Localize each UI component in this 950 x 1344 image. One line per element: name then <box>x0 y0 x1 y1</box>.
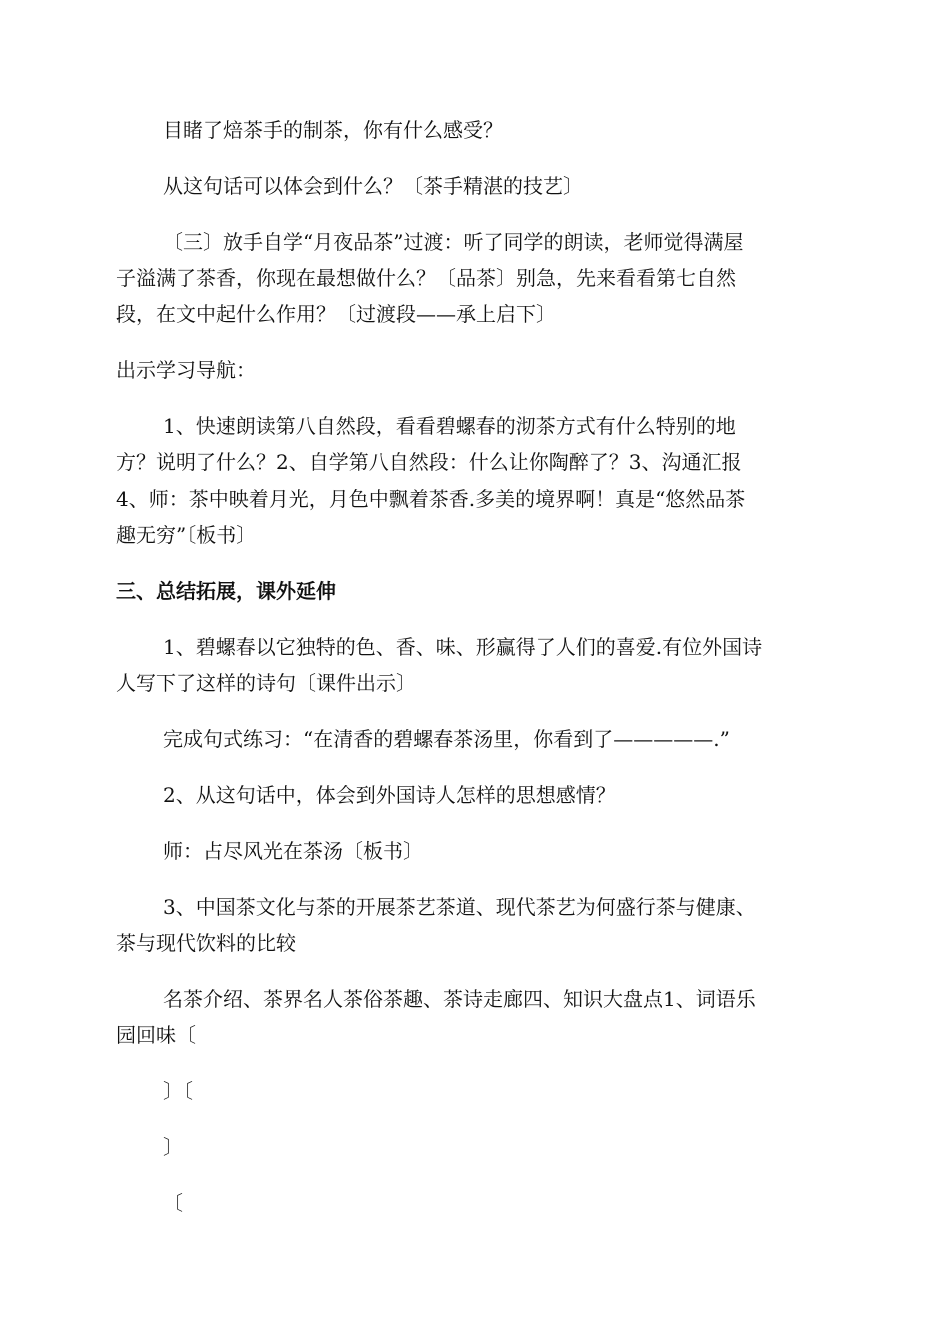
text-line: 1、快速朗读第八自然段，看看碧螺春的沏茶方式有什么特别的地 <box>163 414 736 438</box>
text-line: 出示学习导航： <box>116 358 256 382</box>
text-line: 〕 <box>163 1135 183 1159</box>
text-line: 〔三〕放手自学“月夜品茶”过渡：听了同学的朗读，老师觉得满屋 <box>163 230 744 254</box>
text-line: 4、师：茶中映着月光，月色中飘着茶香.多美的境界啊！真是“悠然品茶 <box>116 487 746 511</box>
text-line: 茶与现代饮料的比较 <box>116 931 296 955</box>
text-line: 园回味〔 <box>116 1023 196 1047</box>
text-line: 子溢满了茶香，你现在最想做什么？〔品茶〕别急，先来看看第七自然 <box>116 266 736 290</box>
text-line: 〕〔 <box>163 1079 193 1103</box>
text-line: 完成句式练习：“在清香的碧螺春茶汤里，你看到了—————.” <box>163 727 730 751</box>
text-line: 趣无穷”〔板书〕 <box>116 523 257 547</box>
section-heading: 三、总结拓展，课外延伸 <box>116 579 336 603</box>
text-line: 方？说明了什么？2、自学第八自然段：什么让你陶醉了？3、沟通汇报 <box>116 450 742 474</box>
text-line: 目睹了焙茶手的制茶，你有什么感受？ <box>163 118 503 142</box>
text-line: 人写下了这样的诗句〔课件出示〕 <box>116 671 416 695</box>
text-line: 〔 <box>163 1191 183 1215</box>
text-line: 1、碧螺春以它独特的色、香、味、形赢得了人们的喜爱.有位外国诗 <box>163 635 763 659</box>
text-line: 从这句话可以体会到什么？〔茶手精湛的技艺〕 <box>163 174 583 198</box>
text-line: 2、从这句话中，体会到外国诗人怎样的思想感情？ <box>163 783 616 807</box>
text-line: 名茶介绍、茶界名人茶俗茶趣、茶诗走廊四、知识大盘点1、词语乐 <box>163 987 756 1011</box>
text-line: 段，在文中起什么作用？〔过渡段——承上启下〕 <box>116 302 556 326</box>
text-line: 3、中国茶文化与茶的开展茶艺茶道、现代茶艺为何盛行茶与健康、 <box>163 895 756 919</box>
text-line: 师：占尽风光在茶汤〔板书〕 <box>163 839 423 863</box>
